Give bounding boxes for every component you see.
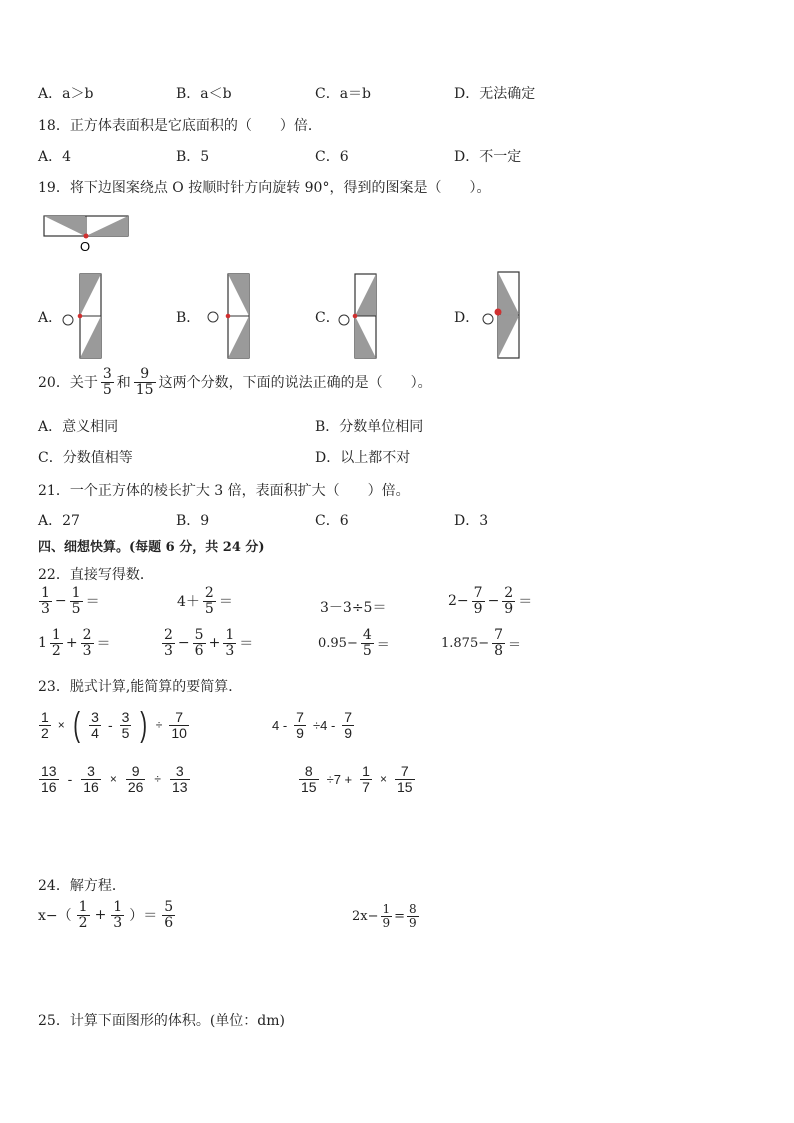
q20-option-c: C．分数值相等 [38,450,133,466]
q22-expr-7: 0.95− $\frac{4}{5}$ ＝ [318,627,390,659]
q19-original-figure [43,215,133,255]
q17-option-d: D．无法确定 [454,86,536,102]
q22-expr-2: 4＋ $\frac{2}{5}$ ＝ [177,585,233,617]
q18-option-d: D．不一定 [454,149,522,165]
q24-stem: 24．解方程． [38,878,126,894]
q22-stem: 22．直接写得数． [38,567,154,583]
q22-expr-4: 2− $\frac{7}{9}$ − $\frac{2}{9}$ ＝ [448,585,533,617]
q19-option-a-label: A． [38,310,63,326]
q19-option-d-figure [482,271,527,359]
q20-prefix: 20．关于 [38,375,98,392]
q22-expr-1: $\frac{1}{3}$ − $\frac{1}{5}$ ＝ [41,585,100,617]
q21-option-b: B．9 [176,513,210,529]
q19-option-c-figure [338,273,383,361]
q21-stem: 21．一个正方体的棱长扩大 3 倍，表面积扩大（ ）倍。 [38,483,410,499]
q19-stem: 19．将下边图案绕点 O 按顺时针方向旋转 90°，得到的图案是（ ）。 [38,180,491,196]
q19-point-label: O [80,239,91,254]
q18-option-c: C．6 [315,149,349,165]
q23-stem: 23．脱式计算,能简算的要简算． [38,679,243,695]
q19-option-a-figure [62,273,107,361]
q20-fraction-b: $\frac{9}{15}$ [135,366,154,398]
q21-option-a: A．27 [38,513,80,529]
q17-option-c: C．a＝b [315,86,372,102]
q20-mid: 和 [116,375,131,392]
q23-expr-3: $\frac{13}{16}$ - $\frac{3}{16}$ × $\frac{9}{26}$ ÷ $\frac{3}{13}$ [41,763,188,795]
q18-stem: 18．正方体表面积是它底面积的（ ）倍． [38,118,322,134]
q18-option-a: A．4 [38,149,72,165]
q20-option-b: B．分数单位相同 [315,419,424,435]
q17-option-b: B．a＜b [176,86,232,102]
q19-option-b-figure [207,273,252,361]
q21-option-d: D．3 [454,513,489,529]
q19-option-b-label: B． [176,310,201,326]
q21-option-c: C．6 [315,513,349,529]
q17-option-a: A．a＞b [38,86,94,102]
q20-option-a: A．意义相同 [38,419,119,435]
q23-expr-1: $\frac{1}{2}$ × ( $\frac{3}{4}$ - $\frac{3}{5}$ ) ÷ $\frac{7}{10}$ [41,706,187,744]
left-paren: ( [73,706,80,744]
q20-suffix: 这两个分数，下面的说法正确的是（ ）。 [158,375,432,392]
q23-expr-4: $\frac{8}{15}$ ÷7 + $\frac{1}{7}$ × $\frac{7}{15}$ [301,763,413,795]
q22-expr-8: 1.875− $\frac{7}{8}$ ＝ [441,627,522,659]
section-4-title: 四、细想快算。(每题 6 分，共 24 分) [38,540,265,555]
q24-equation-1: x−（ $\frac{1}{2}$ + $\frac{1}{3}$ ）＝ $\frac{5}{6}$ [38,899,174,931]
q22-expr-3: 3－3÷5＝ [320,600,387,616]
q25-stem: 25．计算下面图形的体积。(单位：dm) [38,1013,285,1029]
q18-option-b: B．5 [176,149,210,165]
right-paren: ) [140,706,148,744]
q20-option-d: D．以上都不对 [315,450,411,466]
q20-fraction-a: $\frac{3}{5}$ [102,366,112,398]
q20-stem [38,367,432,397]
q22-expr-6: $\frac{2}{3}$ − $\frac{5}{6}$ + $\frac{1}{3}$ ＝ [164,627,254,659]
q19-option-c-label: C． [315,310,340,326]
q22-expr-5: 1 $\frac{1}{2}$ + $\frac{2}{3}$ ＝ [38,627,111,659]
q19-option-d-label: D． [454,310,480,326]
q24-equation-2: 2x− $\frac{1}{9}$ = $\frac{8}{9}$ [352,902,417,930]
q23-expr-2: 4 - $\frac{7}{9}$ ÷4 - $\frac{7}{9}$ [272,709,353,741]
